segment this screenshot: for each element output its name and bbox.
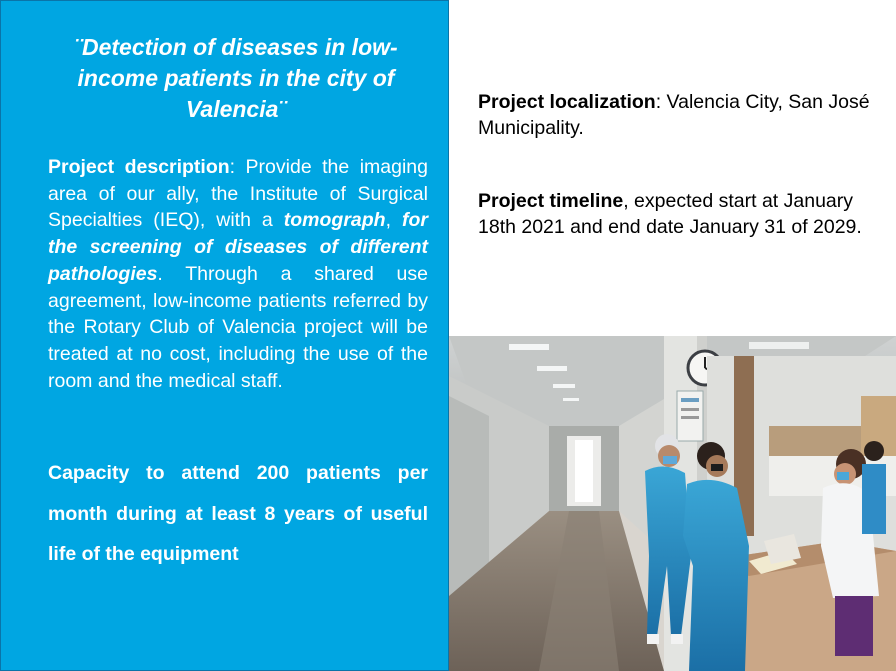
capacity-statement: Capacity to attend 200 patients per month during at least 8 years of useful life of the equipment (48, 462, 428, 565)
project-timeline (478, 188, 878, 240)
tomograph-term: tomograph (283, 209, 386, 232)
localization-text: : Valencia City, San José Municipality. (478, 91, 870, 139)
screening-purpose: for the screening of diseases of different pathologies (48, 209, 428, 285)
description-text-1: : Provide the imaging area of our ally, the Institute of Surgical Specialties (IEQ), with a (48, 156, 428, 232)
timeline-text: , expected start at January 18th 2021 and end date January 31 of 2029. (478, 190, 862, 238)
localization-label: Project localization (478, 91, 656, 113)
slide-title: ¨Detection of diseases in low-income patients in the city of Valencia¨ (74, 34, 398, 122)
description-label: Project description (48, 156, 230, 178)
hospital-hallway-photo (449, 336, 896, 671)
description-text-3: . Through a shared use agreement, low-income patients referred by the Rotary Club of Valencia project will be treated at no cost, including the use of the room and the medical staff. (48, 262, 428, 392)
project-description (48, 154, 428, 394)
timeline-label: Project timeline (478, 190, 624, 212)
description-text-2: , (385, 209, 402, 232)
project-localization (478, 89, 878, 141)
